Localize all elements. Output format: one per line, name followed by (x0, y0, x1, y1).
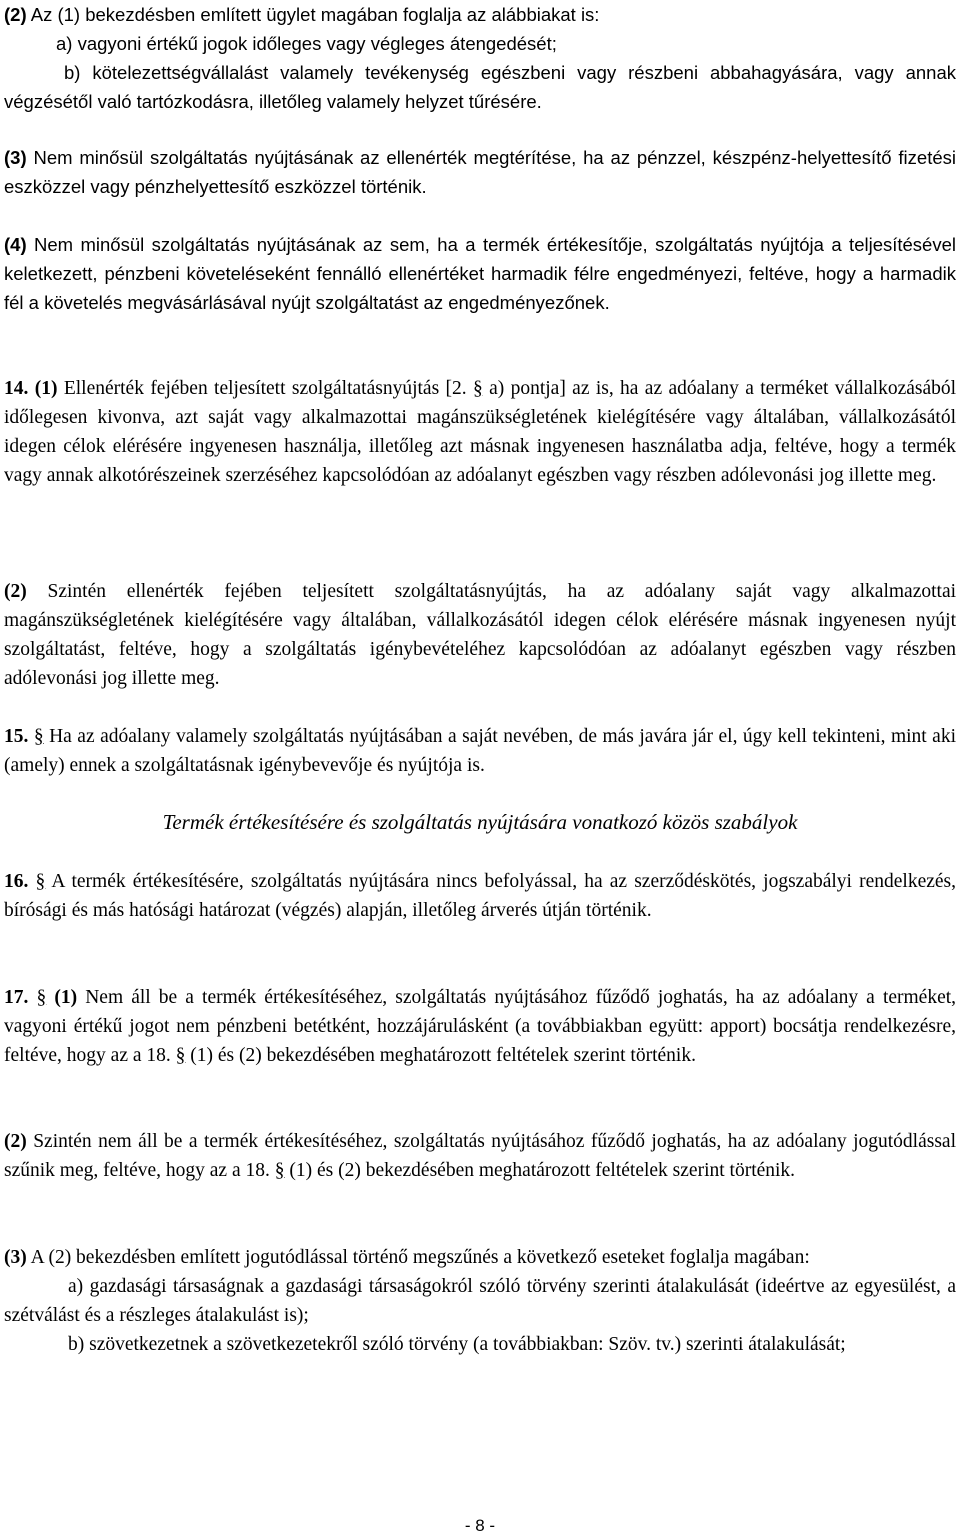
paragraph-text: A (2) bekezdésben említett jogutódlással történő megszűnés a következő eseteket foglalja magában: (30, 1247, 810, 1268)
paragraph-text: Ellenérték fejében teljesített szolgáltatásnyújtás [2. (63, 378, 467, 399)
paragraph-2 (4, 0, 956, 116)
paragraph-text: Szintén nem áll be a termék értékesítéséhez, szolgáltatás nyújtásához fűződő joghatás, ha az adóalany jogutódlással szűnik meg, feltéve, hogy az a 18. (4, 1131, 956, 1181)
section-text: A termék értékesítésére, szolgáltatás nyújtására nincs befolyással, ha az szerződéskötés, jogszabályi rendelkezés, bírósági és más hatósági határozat (végzés) alapján, illetőleg árverés útján történik. (4, 871, 956, 921)
list-item-b: b) szövetkezetnek a szövetkezetekről szóló törvény (a továbbiakban: Szöv. tv.) szerinti átalakulását; (68, 1334, 846, 1355)
paragraph-number: (1) (34, 378, 58, 399)
section-sign: § (35, 871, 46, 892)
section-number: 14. (4, 378, 29, 399)
section-14-paragraph-2 (4, 577, 956, 693)
section-sign: § (36, 987, 47, 1008)
section-16 (4, 867, 956, 925)
section-15 (4, 722, 956, 780)
section-sign: § (472, 378, 483, 399)
paragraph-number: (4) (4, 234, 27, 255)
page-number: - 8 - (464, 1516, 496, 1535)
section-sign: § (175, 1045, 186, 1066)
paragraph-text: Szintén ellenérték fejében teljesített szolgáltatásnyújtás, ha az adóalany saját vagy alkalmazottai magánszükségletének kielégítésére vagy általában, vállalkozásától idegen célok elérésére másnak ingyenesen nyújt szolgáltatást, feltéve, hogy a szolgáltatás igénybevételéhez kapcsolódóan az adóalanyt egészben vagy részben adólevonási jog illette meg. (4, 581, 957, 689)
paragraph-text: Nem minősül szolgáltatás nyújtásának az ellenérték megtérítése, ha az pénzzel, készpénz-helyettesítő fizetési eszközzel vagy pénzhelyettesítő eszközzel történik. (4, 147, 956, 197)
paragraph-text-continued: a) pontja] az is, ha az adóalany a terméket vállalkozásából időlegesen kivonva, azt saját vagy alkalmazottai magánszükségletének kielégítésére vagy általában, vállalkozásától idegen célok elérésére ingyenesen használja, illetőleg azt másnak ingyenesen használatba adja, feltéve, hogy a termék vagy annak alkotórészeinek szerzéséhez kapcsolódóan az adóalanyt egészben vagy részben adólevonási jog illette meg. (4, 378, 957, 486)
section-heading: Termék értékesítésére és szolgáltatás nyújtására vonatkozó közös szabályok (162, 810, 798, 834)
paragraph-number: (3) (4, 147, 27, 168)
list-item-a: a) gazdasági társaságnak a gazdasági társaságokról szóló törvény szerinti átalakulását (ideértve az egyesülést, a szétválást és a részleges átalakulást is); (4, 1276, 956, 1326)
paragraph-text-continued: (1) és (2) bekezdésében meghatározott feltételek szerint történik. (289, 1160, 796, 1181)
list-item-b: b) kötelezettségvállalást valamely tevékenység egészbeni vagy részbeni abbahagyására, vagy annak végzésétől való tartózkodásra, illetőleg valamely helyzet tűrésére. (4, 62, 956, 112)
section-14-paragraph-1 (4, 374, 956, 490)
section-17-paragraph-2 (4, 1127, 956, 1185)
section-17-paragraph-3 (4, 1243, 956, 1359)
section-text: Ha az adóalany valamely szolgáltatás nyújtásában a saját nevében, de más javára jár el, úgy kell tekinteni, mint aki (amely) ennek a szolgáltatásnak igénybevevője és nyújtója is. (4, 726, 957, 776)
section-number: 17. (4, 987, 29, 1008)
paragraph-text: Nem áll be a termék értékesítéséhez, szolgáltatás nyújtásához fűződő joghatás, ha az adóalany a terméket, vagyoni értékű jogot nem pénzbeni betétként, hozzájárulásként (a továbbiakban együtt: apport) bocsátja rendelkezésre, feltéve, hogy az a 18. (4, 987, 957, 1066)
paragraph-number: (1) (54, 987, 78, 1008)
section-sign: § (33, 726, 44, 747)
paragraph-text-continued: (1) és (2) bekezdésében meghatározott feltételek szerint történik. (190, 1045, 696, 1066)
paragraph-text: Nem minősül szolgáltatás nyújtásának az sem, ha a termék értékesítője, szolgáltatás nyújtója a teljesítésével keletkezett, pénzbeni követeléseként fennálló ellenértéket harmadik félre engedményezi, feltéve, hogy a harmadik fél a követelés megvásárlásával nyújt szolgáltatást az engedményezőnek. (4, 234, 956, 313)
paragraph-4 (4, 230, 956, 317)
paragraph-text: Az (1) bekezdésben említett ügylet magában foglalja az alábbiakat is: (30, 4, 600, 25)
section-sign: § (274, 1160, 285, 1181)
paragraph-number: (2) (4, 4, 27, 25)
section-number: 16. (4, 871, 29, 892)
paragraph-number: (2) (4, 581, 27, 602)
paragraph-number: (3) (4, 1247, 27, 1268)
section-number: 15. (4, 726, 29, 747)
section-17-paragraph-1 (4, 983, 956, 1070)
paragraph-number: (2) (4, 1131, 27, 1152)
list-item-a: a) vagyoni értékű jogok időleges vagy végleges átengedését; (56, 33, 557, 54)
paragraph-3 (4, 143, 956, 201)
